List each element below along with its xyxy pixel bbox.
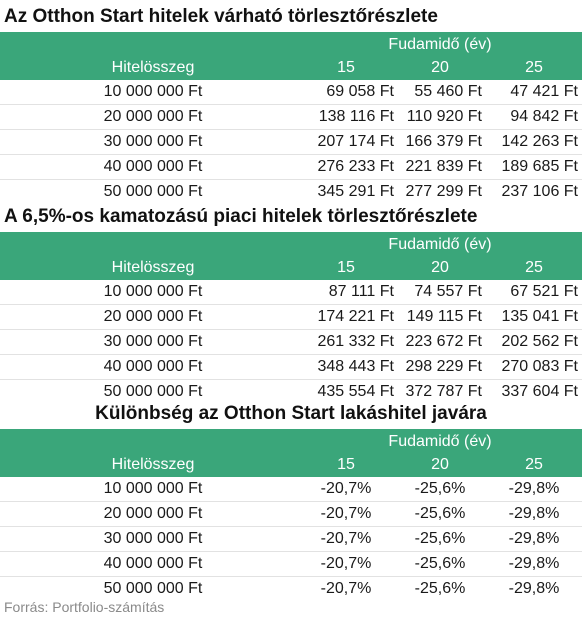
- amount-cell: 10 000 000 Ft: [103, 480, 203, 497]
- year-header-15: 15: [337, 456, 355, 473]
- value-cell: 372 787 Ft: [405, 383, 482, 400]
- value-cell: 277 299 Ft: [405, 183, 482, 200]
- value-cell: 142 263 Ft: [501, 133, 578, 150]
- table-header: [0, 232, 582, 280]
- fudamido-header: Fudamidő (év): [388, 236, 492, 253]
- difference-cell: -25,6%: [414, 530, 466, 547]
- value-cell: 435 554 Ft: [317, 383, 394, 400]
- value-cell: 298 229 Ft: [405, 358, 482, 375]
- value-cell: 87 111 Ft: [328, 283, 394, 300]
- amount-cell: 10 000 000 Ft: [103, 283, 203, 300]
- table-header: [0, 32, 582, 80]
- table-row: [0, 355, 582, 380]
- amount-cell: 50 000 000 Ft: [103, 580, 203, 597]
- difference-cell: -20,7%: [320, 530, 372, 547]
- value-cell: 55 460 Ft: [414, 83, 482, 100]
- table-otthon-start: [0, 0, 582, 204]
- difference-cell: -25,6%: [414, 480, 466, 497]
- value-cell: 74 557 Ft: [414, 283, 482, 300]
- amount-cell: 30 000 000 Ft: [103, 333, 203, 350]
- value-cell: 221 839 Ft: [405, 158, 482, 175]
- difference-cell: -29,8%: [508, 505, 560, 522]
- value-cell: 69 058 Ft: [326, 83, 394, 100]
- fudamido-header: Fudamidő (év): [388, 36, 492, 53]
- table-row: [0, 477, 582, 502]
- value-cell: 261 332 Ft: [317, 333, 394, 350]
- difference-cell: -29,8%: [508, 580, 560, 597]
- value-cell: 110 920 Ft: [406, 108, 482, 125]
- year-header-20: 20: [431, 59, 449, 76]
- table-row: [0, 527, 582, 552]
- table-title: Különbség az Otthon Start lakáshitel javára: [95, 403, 487, 424]
- table-row: [0, 552, 582, 577]
- fudamido-header: Fudamidő (év): [388, 433, 492, 450]
- difference-cell: -25,6%: [414, 580, 466, 597]
- value-cell: 276 233 Ft: [317, 158, 394, 175]
- source-note: Forrás: Portfolio-számítás: [4, 599, 165, 615]
- value-cell: 149 115 Ft: [406, 308, 482, 325]
- table-row: [0, 105, 582, 130]
- table-market-loans: [0, 200, 582, 404]
- difference-cell: -25,6%: [414, 505, 466, 522]
- table-row: [0, 130, 582, 155]
- difference-cell: -20,7%: [320, 505, 372, 522]
- value-cell: 138 116 Ft: [318, 108, 394, 125]
- table-row: [0, 280, 582, 305]
- amount-cell: 40 000 000 Ft: [103, 358, 203, 375]
- table-difference: [0, 397, 582, 601]
- table-title: A 6,5%-os kamatozású piaci hitelek törlesztőrészlete: [4, 206, 478, 227]
- hitelosszeg-header: Hitelösszeg: [111, 456, 195, 473]
- amount-cell: 20 000 000 Ft: [103, 108, 203, 125]
- difference-cell: -25,6%: [414, 555, 466, 572]
- value-cell: 337 604 Ft: [501, 383, 578, 400]
- value-cell: 174 221 Ft: [317, 308, 394, 325]
- value-cell: 135 041 Ft: [501, 308, 578, 325]
- amount-cell: 40 000 000 Ft: [103, 555, 203, 572]
- value-cell: 223 672 Ft: [405, 333, 482, 350]
- amount-cell: 20 000 000 Ft: [103, 505, 203, 522]
- amount-cell: 50 000 000 Ft: [103, 383, 203, 400]
- hitelosszeg-header: Hitelösszeg: [111, 259, 195, 276]
- table-row: [0, 330, 582, 355]
- value-cell: 94 842 Ft: [510, 108, 578, 125]
- table-title: Az Otthon Start hitelek várható törlesztőrészlete: [4, 6, 438, 27]
- year-header-20: 20: [431, 456, 449, 473]
- value-cell: 67 521 Ft: [510, 283, 578, 300]
- amount-cell: 40 000 000 Ft: [103, 158, 203, 175]
- year-header-25: 25: [525, 259, 543, 276]
- value-cell: 166 379 Ft: [405, 133, 482, 150]
- year-header-25: 25: [525, 59, 543, 76]
- year-header-15: 15: [337, 59, 355, 76]
- difference-cell: -29,8%: [508, 555, 560, 572]
- year-header-20: 20: [431, 259, 449, 276]
- difference-cell: -29,8%: [508, 480, 560, 497]
- value-cell: 270 083 Ft: [501, 358, 578, 375]
- table-row: [0, 502, 582, 527]
- value-cell: 345 291 Ft: [317, 183, 394, 200]
- amount-cell: 10 000 000 Ft: [103, 83, 203, 100]
- year-header-25: 25: [525, 456, 543, 473]
- value-cell: 202 562 Ft: [501, 333, 578, 350]
- difference-cell: -29,8%: [508, 530, 560, 547]
- value-cell: 47 421 Ft: [510, 83, 578, 100]
- table-header: [0, 429, 582, 477]
- value-cell: 237 106 Ft: [501, 183, 578, 200]
- table-row: [0, 305, 582, 330]
- amount-cell: 30 000 000 Ft: [103, 530, 203, 547]
- difference-cell: -20,7%: [320, 555, 372, 572]
- table-row: [0, 155, 582, 180]
- difference-cell: -20,7%: [320, 480, 372, 497]
- amount-cell: 20 000 000 Ft: [103, 308, 203, 325]
- difference-cell: -20,7%: [320, 580, 372, 597]
- amount-cell: 50 000 000 Ft: [103, 183, 203, 200]
- year-header-15: 15: [337, 259, 355, 276]
- value-cell: 348 443 Ft: [317, 358, 394, 375]
- value-cell: 207 174 Ft: [317, 133, 394, 150]
- amount-cell: 30 000 000 Ft: [103, 133, 203, 150]
- hitelosszeg-header: Hitelösszeg: [111, 59, 195, 76]
- value-cell: 189 685 Ft: [501, 158, 578, 175]
- table-row: [0, 80, 582, 105]
